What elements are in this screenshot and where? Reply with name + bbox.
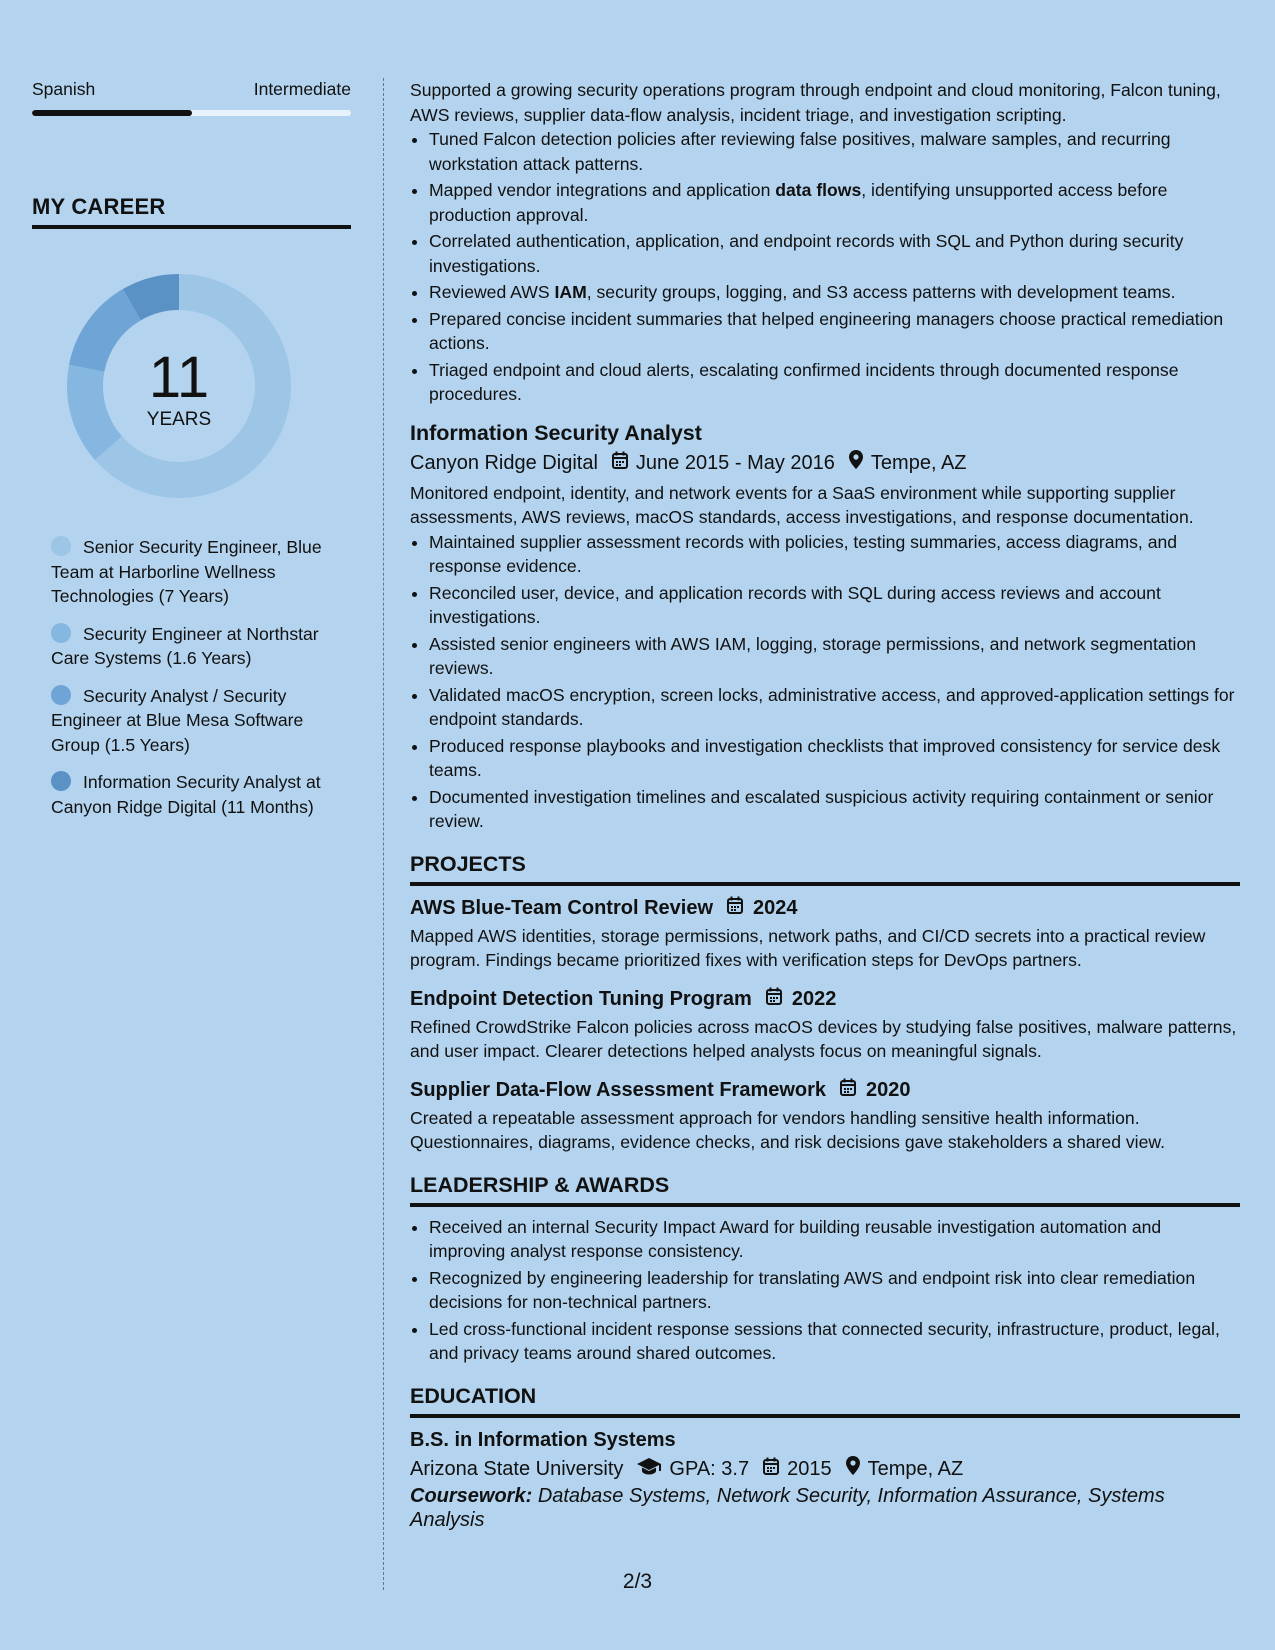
language-name: Spanish <box>32 79 96 99</box>
sidebar <box>32 78 351 832</box>
project-year: 2020 <box>866 1078 911 1101</box>
language-level: Intermediate <box>253 79 351 99</box>
main-content <box>410 78 1240 1532</box>
job-bullets <box>410 530 1240 834</box>
experience-summary: Supported a growing security operations program through endpoint and cloud monitoring, Falcon tuning, AWS reviews, supplier data-flow analysis, incident triage, and investigation scripting. <box>410 80 1221 125</box>
legend-label: Security Engineer at Northstar Care Systems (1.6 Years) <box>51 623 319 668</box>
legend-dot <box>51 771 71 791</box>
project-name: Supplier Data-Flow Assessment Framework <box>410 1078 827 1101</box>
education-degree: B.S. in Information Systems <box>410 1428 676 1451</box>
donut-center <box>66 273 292 499</box>
education-section-title: EDUCATION <box>410 1382 1240 1418</box>
job-bullet: • Maintained supplier assessment records with policies, testing summaries, access diagrams, and response evidence. <box>429 530 1240 579</box>
calendar-icon <box>840 1076 856 1104</box>
coursework-list: Database Systems, Network Security, Information Assurance, Systems Analysis <box>410 1484 1165 1531</box>
project-item <box>410 1076 1240 1155</box>
experience-bullet: • Correlated authentication, application, and endpoint records with SQL and Python during security investigations. <box>429 229 1240 278</box>
calendar-icon <box>612 449 628 477</box>
job-bullet: • Documented investigation timelines and escalated suspicious activity requiring containment or senior review. <box>429 785 1240 834</box>
education-location: Tempe, AZ <box>867 1457 964 1480</box>
career-section-title: MY CAREER <box>32 194 351 229</box>
graduation-cap-icon <box>637 1454 661 1484</box>
map-pin-icon <box>846 1454 860 1484</box>
leadership-bullet: • Received an internal Security Impact Award for building reusable investigation automation and improving analyst response consistency. <box>429 1215 1240 1264</box>
job-meta <box>410 449 1240 477</box>
project-name: Endpoint Detection Tuning Program <box>410 987 752 1010</box>
projects-list <box>410 894 1240 1155</box>
legend-dot <box>51 536 71 556</box>
leadership-bullet: • Led cross-functional incident response sessions that connected security, infrastructure, product, legal, and privacy teams around shared outcomes. <box>429 1317 1240 1366</box>
career-years-unit: YEARS <box>146 409 212 430</box>
project-year: 2022 <box>791 987 837 1010</box>
job-bullet: • Assisted senior engineers with AWS IAM, logging, storage permissions, and network segmentation reviews. <box>429 632 1240 681</box>
career-total-years: 11 <box>148 345 210 410</box>
education-year: 2015 <box>787 1457 832 1480</box>
project-name: AWS Blue-Team Control Review <box>410 896 714 919</box>
calendar-icon <box>766 985 782 1013</box>
leadership-bullets <box>410 1215 1240 1366</box>
job-bullet: • Produced response playbooks and investigation checklists that improved consistency for service desk teams. <box>429 734 1240 783</box>
language-proficiency-bar <box>32 110 351 116</box>
project-header <box>410 985 1240 1013</box>
project-header <box>410 1076 1240 1104</box>
experience-bullet: • Tuned Falcon detection policies after reviewing false positives, malware samples, and recurring workstation attack patterns. <box>429 127 1240 176</box>
legend-dot <box>51 623 71 643</box>
experience-bullets <box>410 127 1240 407</box>
education-school: Arizona State University <box>410 1457 624 1480</box>
projects-section-title: PROJECTS <box>410 850 1240 886</box>
legend-label: Security Analyst / Security Engineer at Blue Mesa Software Group (1.5 Years) <box>51 685 304 755</box>
career-legend-item <box>51 622 341 671</box>
legend-label: Senior Security Engineer, Blue Team at Harborline Wellness Technologies (7 Years) <box>51 537 322 606</box>
job-bullet: • Validated macOS encryption, screen locks, administrative access, and approved-application settings for endpoint standards. <box>429 683 1240 732</box>
education-gpa: GPA: 3.7 <box>669 1457 750 1480</box>
project-description: Refined CrowdStrike Falcon policies across macOS devices by studying false positives, malware patterns, and user impact. Clearer detections helped analysts focus on meaningful signals. <box>410 1016 1237 1061</box>
job-title: Information Security Analyst <box>410 420 702 445</box>
page-number: 2/3 <box>622 1570 653 1593</box>
job-company: Canyon Ridge Digital <box>410 451 598 474</box>
calendar-icon <box>727 894 743 922</box>
experience-bullet: • Mapped vendor integrations and application data flows, identifying unsupported access before production approval. <box>429 178 1240 227</box>
calendar-icon <box>763 1454 779 1484</box>
job-dates: June 2015 - May 2016 <box>635 451 835 474</box>
leadership-bullet: • Recognized by engineering leadership for translating AWS and endpoint risk into clear remediation decisions for non-technical partners. <box>429 1266 1240 1315</box>
experience-bullet: • Triaged endpoint and cloud alerts, escalating confirmed incidents through documented response procedures. <box>429 358 1240 407</box>
career-legend-item <box>51 535 341 609</box>
leadership-section-title: LEADERSHIP & AWARDS <box>410 1171 1240 1207</box>
project-description: Mapped AWS identities, storage permissions, network paths, and CI/CD secrets into a practical review program. Findings became prioritized fixes with verification steps for DevOps partners. <box>410 925 1206 970</box>
language-row <box>32 78 351 100</box>
project-description: Created a repeatable assessment approach for vendors handling sensitive health information. Questionnaires, diagrams, evidence checks, and risk decisions gave stakeholders a shared view. <box>410 1107 1165 1152</box>
coursework-label: Coursework: <box>410 1484 533 1507</box>
project-header <box>410 894 1240 922</box>
job-bullet: • Reconciled user, device, and application records with SQL during access reviews and account investigations. <box>429 581 1240 630</box>
experience-bullet: • Prepared concise incident summaries that helped engineering managers choose practical remediation actions. <box>429 307 1240 356</box>
column-divider <box>383 78 384 1590</box>
language-proficiency-fill <box>32 110 192 116</box>
map-pin-icon <box>849 449 863 477</box>
education-meta <box>410 1454 1240 1484</box>
job-location: Tempe, AZ <box>870 451 967 474</box>
career-legend <box>51 535 341 819</box>
legend-dot <box>51 685 71 705</box>
education-coursework <box>410 1484 1240 1532</box>
project-item <box>410 894 1240 973</box>
career-legend-item <box>51 684 341 758</box>
project-year: 2024 <box>753 896 798 919</box>
experience-bullet: • Reviewed AWS IAM, security groups, logging, and S3 access patterns with development teams. <box>429 280 1240 305</box>
legend-label: Information Security Analyst at Canyon Ridge Digital (11 Months) <box>51 772 321 817</box>
job-summary: Monitored endpoint, identity, and network events for a SaaS environment while supporting supplier assessments, AWS reviews, macOS standards, access investigations, and response documentation. <box>410 482 1194 527</box>
career-donut-chart <box>66 273 292 499</box>
project-item <box>410 985 1240 1064</box>
career-legend-item <box>51 770 341 819</box>
